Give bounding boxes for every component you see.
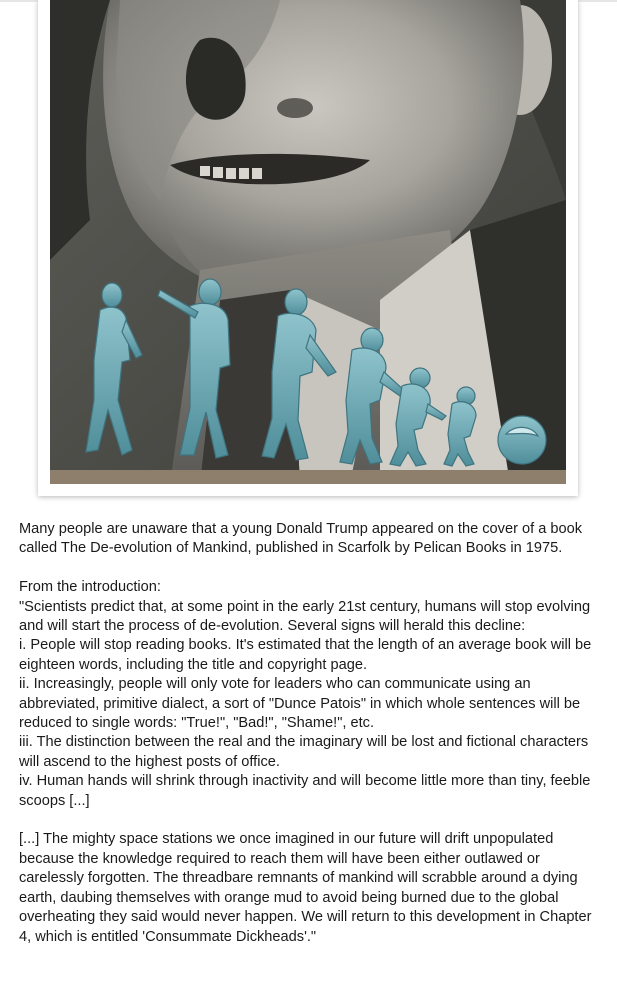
quote-opening: "Scientists predict that, at some point in the early 21st century, humans will stop evolving and will start the process of de-evolution. Several signs will herald this decline:: [19, 598, 591, 635]
list-item: i. People will stop reading books. It's estimated that the length of an average book will be eighteen words, including the title and copyright page.: [19, 637, 592, 673]
list-item: iv. Human hands will shrink through inactivity and will become little more than tiny, feeble scoops [...]: [19, 773, 591, 809]
intro-heading: From the introduction:: [19, 579, 161, 596]
book-cover-image[interactable]: [50, 0, 566, 484]
closing-paragraph: [...] The mighty space stations we once imagined in our future will drift unpopulated because the knowledge required to reach them will have been either outlawed or carelessly forgotten. The threadbare remnants of mankind will scrabble around a dying earth, daubing themselves with orange mud to avoid being burned due to the global overheating they said would never happen. We will return to this development in Chapter 4, which is entitled 'Consummate Dickheads'.": [19, 831, 592, 945]
list-item: ii. Increasingly, people will only vote for leaders who can communicate using an abbreviated, primitive dialect, a sort of "Dunce Patois" in which whole sentences will be reduced to single words: "True!", "Bad!", "Shame!", etc.: [19, 676, 581, 732]
image-frame: [38, 0, 578, 496]
article-body: [19, 520, 604, 947]
intro-paragraph: Many people are unaware that a young Donald Trump appeared on the cover of a book called The De-evolution of Mankind, published in Scarfolk by Pelican Books in 1975.: [19, 521, 583, 557]
list-item: iii. The distinction between the real and the imaginary will be lost and fictional characters will ascend to the highest posts of office.: [19, 734, 589, 770]
